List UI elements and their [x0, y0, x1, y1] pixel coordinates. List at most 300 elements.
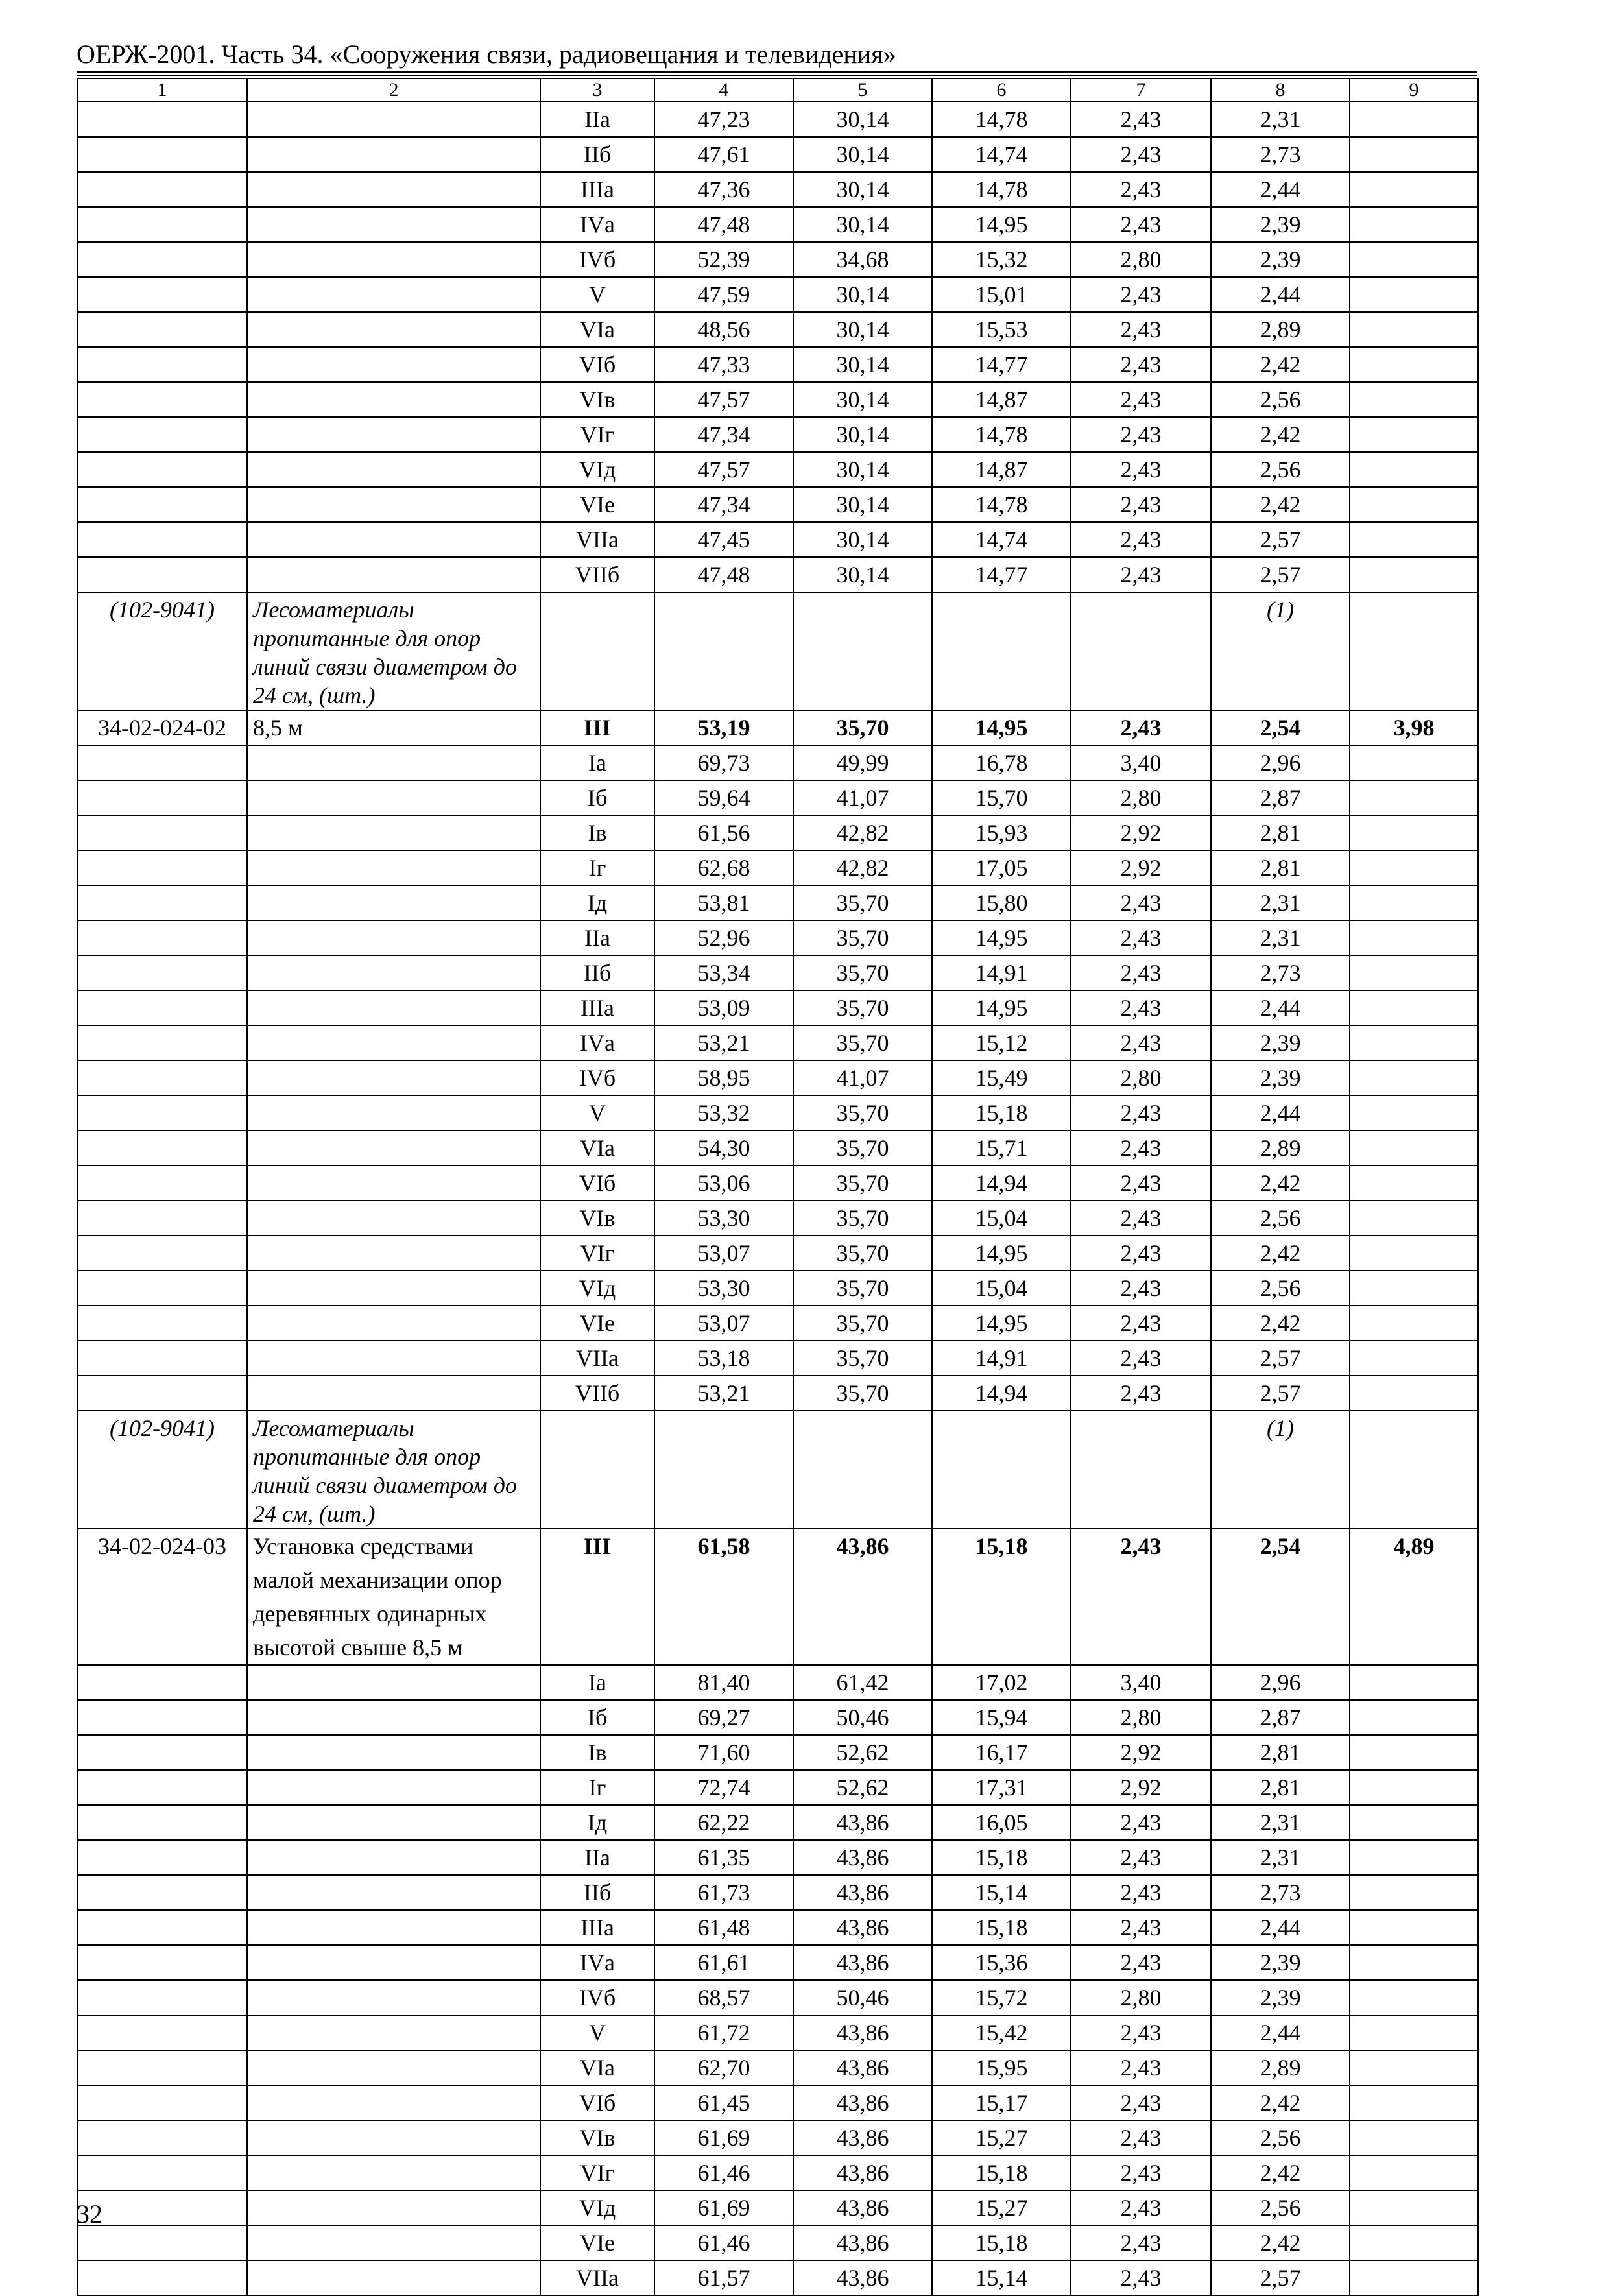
- rate-code: [77, 850, 247, 885]
- zone-cell: VIа: [540, 2050, 654, 2085]
- work-name: [247, 137, 540, 172]
- zone-cell: [540, 1411, 654, 1529]
- work-name: [247, 1665, 540, 1700]
- zone-cell: V: [540, 2015, 654, 2050]
- value-cell: 54,30: [654, 1130, 793, 1166]
- rate-code: [77, 1735, 247, 1770]
- value-cell: 2,96: [1211, 1665, 1350, 1700]
- value-cell: 53,09: [654, 990, 793, 1025]
- work-name: [247, 1840, 540, 1875]
- material-row: [77, 1411, 1478, 1529]
- value-cell: 2,31: [1211, 1840, 1350, 1875]
- value-cell: 15,17: [932, 2085, 1071, 2120]
- value-cell: 2,42: [1211, 347, 1350, 382]
- value-cell: 2,43: [1071, 2050, 1211, 2085]
- labor-cell: [1350, 1875, 1478, 1910]
- value-cell: 14,91: [932, 1341, 1071, 1376]
- table-row: [77, 2120, 1478, 2155]
- rate-code: [77, 2120, 247, 2155]
- value-cell: 30,14: [793, 382, 932, 417]
- value-cell: 2,43: [1071, 990, 1211, 1025]
- value-cell: 2,87: [1211, 780, 1350, 815]
- rate-code: [77, 885, 247, 920]
- table-row: [77, 102, 1478, 137]
- zone-cell: VIб: [540, 2085, 654, 2120]
- value-cell: 42,82: [793, 850, 932, 885]
- value-cell: 47,34: [654, 417, 793, 452]
- value-cell: 35,70: [793, 1341, 932, 1376]
- rate-code: [77, 417, 247, 452]
- value-cell: 42,82: [793, 815, 932, 850]
- value-cell: 14,77: [932, 557, 1071, 592]
- value-cell: 47,36: [654, 172, 793, 207]
- value-cell: 2,43: [1071, 382, 1211, 417]
- labor-cell: 3,98: [1350, 710, 1478, 745]
- rate-code: [77, 382, 247, 417]
- value-cell: 14,95: [932, 1306, 1071, 1341]
- value-cell: 2,80: [1071, 1700, 1211, 1735]
- labor-cell: [1350, 1166, 1478, 1201]
- zone-cell: VIIа: [540, 1341, 654, 1376]
- material-qty: (1): [1211, 592, 1350, 710]
- rate-code: [77, 2050, 247, 2085]
- header-rule-top: [77, 71, 1477, 73]
- rate-code: [77, 1130, 247, 1166]
- work-name: [247, 1130, 540, 1166]
- value-cell: 15,18: [932, 1529, 1071, 1665]
- material-name: Лесоматериалы пропитанные для опор линий связи диаметром до 24 см, (шт.): [247, 592, 540, 710]
- rate-code: [77, 207, 247, 242]
- value-cell: 30,14: [793, 557, 932, 592]
- value-cell: 50,46: [793, 1980, 932, 2015]
- work-name: [247, 2225, 540, 2260]
- value-cell: 30,14: [793, 137, 932, 172]
- table-row: [77, 1875, 1478, 1910]
- value-cell: 14,87: [932, 382, 1071, 417]
- work-name: [247, 1770, 540, 1805]
- table-row: [77, 137, 1478, 172]
- value-cell: 2,42: [1211, 1236, 1350, 1271]
- value-cell: 43,86: [793, 2015, 932, 2050]
- value-cell: 61,45: [654, 2085, 793, 2120]
- zone-cell: VIв: [540, 2120, 654, 2155]
- value-cell: 47,45: [654, 522, 793, 557]
- table-row: [77, 452, 1478, 487]
- value-cell: 15,18: [932, 1910, 1071, 1945]
- table-row: [77, 885, 1478, 920]
- zone-cell: VIв: [540, 382, 654, 417]
- table-row: [77, 1665, 1478, 1700]
- work-name: [247, 102, 540, 137]
- table-row: [77, 172, 1478, 207]
- rate-code: [77, 1236, 247, 1271]
- table-row: [77, 522, 1478, 557]
- zone-cell: IIа: [540, 920, 654, 955]
- table-row: [77, 1735, 1478, 1770]
- labor-cell: [1350, 1201, 1478, 1236]
- value-cell: 2,42: [1211, 2155, 1350, 2190]
- value-cell: 2,44: [1211, 277, 1350, 312]
- table-row: [77, 2155, 1478, 2190]
- value-cell: 2,43: [1071, 1840, 1211, 1875]
- table-row: [77, 1060, 1478, 1095]
- zone-cell: Iб: [540, 780, 654, 815]
- zone-cell: IVа: [540, 1025, 654, 1060]
- zone-cell: IIа: [540, 102, 654, 137]
- work-name: [247, 780, 540, 815]
- table-row: [77, 1770, 1478, 1805]
- table-row: [77, 1529, 1478, 1665]
- value-cell: 2,57: [1211, 522, 1350, 557]
- value-cell: 2,81: [1211, 1735, 1350, 1770]
- value-cell: 53,81: [654, 885, 793, 920]
- rate-code: [77, 1201, 247, 1236]
- labor-cell: [1350, 1910, 1478, 1945]
- labor-cell: [1350, 1665, 1478, 1700]
- rate-code: [77, 1060, 247, 1095]
- value-cell: 2,43: [1071, 1341, 1211, 1376]
- value-cell: 2,43: [1071, 1095, 1211, 1130]
- value-cell: 2,44: [1211, 990, 1350, 1025]
- labor-cell: [1350, 2225, 1478, 2260]
- value-cell: 15,18: [932, 1095, 1071, 1130]
- value-cell: 14,87: [932, 452, 1071, 487]
- value-cell: 35,70: [793, 1025, 932, 1060]
- value-cell: 43,86: [793, 1840, 932, 1875]
- labor-cell: [1350, 780, 1478, 815]
- work-name: [247, 2085, 540, 2120]
- labor-cell: [1350, 1376, 1478, 1411]
- value-cell: 47,61: [654, 137, 793, 172]
- work-name: [247, 242, 540, 277]
- column-number: 6: [932, 78, 1071, 102]
- zone-cell: VIе: [540, 2225, 654, 2260]
- rate-code: [77, 2225, 247, 2260]
- zone-cell: VIг: [540, 2155, 654, 2190]
- table-row: [77, 710, 1478, 745]
- rate-code: [77, 780, 247, 815]
- value-cell: 14,95: [932, 710, 1071, 745]
- column-number: 9: [1350, 78, 1478, 102]
- value-cell: 2,43: [1071, 1945, 1211, 1980]
- value-cell: 2,43: [1071, 1025, 1211, 1060]
- value-cell: 43,86: [793, 2225, 932, 2260]
- value-cell: 30,14: [793, 522, 932, 557]
- value-cell: 53,32: [654, 1095, 793, 1130]
- value-cell: 2,43: [1071, 452, 1211, 487]
- value-cell: 43,86: [793, 2260, 932, 2295]
- work-name: [247, 850, 540, 885]
- value-cell: 2,43: [1071, 137, 1211, 172]
- labor-cell: [1350, 452, 1478, 487]
- labor-cell: [1350, 1130, 1478, 1166]
- value-cell: 15,36: [932, 1945, 1071, 1980]
- column-number: 1: [77, 78, 247, 102]
- rate-code: [77, 1840, 247, 1875]
- zone-cell: VIд: [540, 2190, 654, 2225]
- labor-cell: [1350, 207, 1478, 242]
- value-cell: 53,06: [654, 1166, 793, 1201]
- value-cell: 2,92: [1071, 1735, 1211, 1770]
- value-cell: 2,43: [1071, 1529, 1211, 1665]
- value-cell: 43,86: [793, 2120, 932, 2155]
- work-name: [247, 2120, 540, 2155]
- value-cell: [1071, 1411, 1211, 1529]
- zone-cell: IIб: [540, 137, 654, 172]
- labor-cell: [1350, 920, 1478, 955]
- value-cell: 34,68: [793, 242, 932, 277]
- value-cell: 53,34: [654, 955, 793, 990]
- value-cell: 43,86: [793, 1910, 932, 1945]
- column-number: 8: [1211, 78, 1350, 102]
- labor-cell: [1350, 417, 1478, 452]
- labor-cell: [1350, 1271, 1478, 1306]
- value-cell: 14,78: [932, 417, 1071, 452]
- table-row: [77, 1805, 1478, 1840]
- value-cell: 35,70: [793, 885, 932, 920]
- labor-cell: [1350, 745, 1478, 780]
- rate-code: [77, 815, 247, 850]
- value-cell: 2,44: [1211, 1095, 1350, 1130]
- value-cell: 43,86: [793, 1529, 932, 1665]
- table-row: [77, 1840, 1478, 1875]
- value-cell: 35,70: [793, 1201, 932, 1236]
- value-cell: 2,44: [1211, 1910, 1350, 1945]
- work-name: [247, 347, 540, 382]
- zone-cell: III: [540, 1529, 654, 1665]
- zone-cell: VIа: [540, 312, 654, 347]
- value-cell: 61,58: [654, 1529, 793, 1665]
- value-cell: 2,56: [1211, 2120, 1350, 2155]
- value-cell: 2,73: [1211, 137, 1350, 172]
- value-cell: 2,80: [1071, 242, 1211, 277]
- value-cell: 2,54: [1211, 710, 1350, 745]
- value-cell: 14,78: [932, 102, 1071, 137]
- value-cell: 35,70: [793, 1376, 932, 1411]
- value-cell: 2,31: [1211, 1805, 1350, 1840]
- zone-cell: Iв: [540, 1735, 654, 1770]
- value-cell: 35,70: [793, 710, 932, 745]
- value-cell: [932, 1411, 1071, 1529]
- value-cell: 43,86: [793, 1805, 932, 1840]
- work-name: [247, 1060, 540, 1095]
- value-cell: 2,89: [1211, 312, 1350, 347]
- work-name: [247, 1025, 540, 1060]
- value-cell: 68,57: [654, 1980, 793, 2015]
- rate-code: [77, 2190, 247, 2225]
- labor-cell: [1350, 1805, 1478, 1840]
- value-cell: 35,70: [793, 1271, 932, 1306]
- labor-cell: [1350, 990, 1478, 1025]
- rate-code: [77, 277, 247, 312]
- zone-cell: IVа: [540, 207, 654, 242]
- value-cell: 30,14: [793, 277, 932, 312]
- value-cell: 43,86: [793, 2050, 932, 2085]
- labor-cell: [1350, 2190, 1478, 2225]
- value-cell: 2,43: [1071, 2225, 1211, 2260]
- work-name: [247, 522, 540, 557]
- table-row: [77, 780, 1478, 815]
- work-name: [247, 885, 540, 920]
- work-name: [247, 1271, 540, 1306]
- table-row: [77, 1945, 1478, 1980]
- zone-cell: VIIа: [540, 2260, 654, 2295]
- table-row: [77, 920, 1478, 955]
- value-cell: 59,64: [654, 780, 793, 815]
- value-cell: 3,40: [1071, 745, 1211, 780]
- rate-code: [77, 2155, 247, 2190]
- value-cell: 43,86: [793, 2190, 932, 2225]
- work-name: [247, 1805, 540, 1840]
- work-name: [247, 312, 540, 347]
- zone-cell: Iд: [540, 885, 654, 920]
- zone-cell: VIе: [540, 1306, 654, 1341]
- value-cell: 72,74: [654, 1770, 793, 1805]
- value-cell: 2,81: [1211, 850, 1350, 885]
- value-cell: 2,39: [1211, 1980, 1350, 2015]
- value-cell: 2,39: [1211, 1025, 1350, 1060]
- value-cell: 14,78: [932, 487, 1071, 522]
- value-cell: 2,96: [1211, 745, 1350, 780]
- rate-code: [77, 312, 247, 347]
- value-cell: 2,87: [1211, 1700, 1350, 1735]
- rate-code: [77, 920, 247, 955]
- value-cell: [932, 592, 1071, 710]
- table-row: [77, 242, 1478, 277]
- column-number: 2: [247, 78, 540, 102]
- zone-cell: IVб: [540, 1980, 654, 2015]
- work-name: 8,5 м: [247, 710, 540, 745]
- value-cell: 2,42: [1211, 2085, 1350, 2120]
- value-cell: 61,69: [654, 2190, 793, 2225]
- value-cell: 2,43: [1071, 710, 1211, 745]
- zone-cell: IIб: [540, 1875, 654, 1910]
- table-row: [77, 990, 1478, 1025]
- value-cell: 61,57: [654, 2260, 793, 2295]
- value-cell: 14,78: [932, 172, 1071, 207]
- zone-cell: VIд: [540, 1271, 654, 1306]
- value-cell: 2,43: [1071, 2190, 1211, 2225]
- zone-cell: VIг: [540, 1236, 654, 1271]
- value-cell: 47,57: [654, 382, 793, 417]
- zone-cell: VIв: [540, 1201, 654, 1236]
- header-rule-bottom: [77, 75, 1477, 76]
- value-cell: 50,46: [793, 1700, 932, 1735]
- work-name: [247, 207, 540, 242]
- value-cell: 15,70: [932, 780, 1071, 815]
- value-cell: 30,14: [793, 207, 932, 242]
- value-cell: 2,43: [1071, 2085, 1211, 2120]
- rate-code: [77, 137, 247, 172]
- value-cell: 15,04: [932, 1201, 1071, 1236]
- value-cell: 14,74: [932, 522, 1071, 557]
- value-cell: 2,42: [1211, 417, 1350, 452]
- rate-code: [77, 1770, 247, 1805]
- labor-cell: [1350, 312, 1478, 347]
- labor-cell: [1350, 522, 1478, 557]
- column-number: 5: [793, 78, 932, 102]
- labor-cell: [1350, 815, 1478, 850]
- labor-cell: [1350, 1980, 1478, 2015]
- value-cell: 2,57: [1211, 2260, 1350, 2295]
- value-cell: 2,39: [1211, 1945, 1350, 1980]
- table-row: [77, 347, 1478, 382]
- zone-cell: III: [540, 710, 654, 745]
- work-name: [247, 1236, 540, 1271]
- value-cell: 2,43: [1071, 487, 1211, 522]
- column-number-row: [77, 78, 1478, 102]
- value-cell: 2,54: [1211, 1529, 1350, 1665]
- rate-code: [77, 1910, 247, 1945]
- value-cell: 2,81: [1211, 1770, 1350, 1805]
- value-cell: 52,62: [793, 1770, 932, 1805]
- value-cell: 2,43: [1071, 312, 1211, 347]
- value-cell: 53,19: [654, 710, 793, 745]
- labor-cell: [1350, 1025, 1478, 1060]
- rate-code: [77, 1805, 247, 1840]
- value-cell: 17,02: [932, 1665, 1071, 1700]
- zone-cell: IIб: [540, 955, 654, 990]
- value-cell: 16,05: [932, 1805, 1071, 1840]
- labor-cell: [1350, 1411, 1478, 1529]
- labor-cell: [1350, 2050, 1478, 2085]
- value-cell: 53,30: [654, 1201, 793, 1236]
- work-name: [247, 2190, 540, 2225]
- material-name: Лесоматериалы пропитанные для опор линий связи диаметром до 24 см, (шт.): [247, 1411, 540, 1529]
- table-row: [77, 487, 1478, 522]
- work-name: Установка средствами малой механизации опор деревянных одинарных высотой свыше 8,5 м: [247, 1529, 540, 1665]
- labor-cell: [1350, 557, 1478, 592]
- value-cell: 15,94: [932, 1700, 1071, 1735]
- zone-cell: Iа: [540, 745, 654, 780]
- zone-cell: VIд: [540, 452, 654, 487]
- rate-code: [77, 1306, 247, 1341]
- value-cell: 14,95: [932, 990, 1071, 1025]
- table-row: [77, 745, 1478, 780]
- rate-code: [77, 172, 247, 207]
- labor-cell: [1350, 1095, 1478, 1130]
- work-name: [247, 1945, 540, 1980]
- table-row: [77, 557, 1478, 592]
- labor-cell: [1350, 885, 1478, 920]
- rate-code: 34-02-024-02: [77, 710, 247, 745]
- value-cell: 15,27: [932, 2190, 1071, 2225]
- value-cell: 15,18: [932, 2225, 1071, 2260]
- value-cell: 2,92: [1071, 1770, 1211, 1805]
- rate-code: [77, 1341, 247, 1376]
- work-name: [247, 1910, 540, 1945]
- value-cell: 53,07: [654, 1236, 793, 1271]
- value-cell: 14,77: [932, 347, 1071, 382]
- value-cell: 16,17: [932, 1735, 1071, 1770]
- table-row: [77, 1700, 1478, 1735]
- value-cell: 2,43: [1071, 920, 1211, 955]
- table-row: [77, 1980, 1478, 2015]
- rate-code: [77, 347, 247, 382]
- table-row: [77, 1910, 1478, 1945]
- value-cell: [654, 592, 793, 710]
- material-code: (102-9041): [77, 1411, 247, 1529]
- labor-cell: [1350, 1341, 1478, 1376]
- table-row: [77, 2015, 1478, 2050]
- value-cell: 2,43: [1071, 1166, 1211, 1201]
- value-cell: 15,18: [932, 1840, 1071, 1875]
- work-name: [247, 1341, 540, 1376]
- value-cell: 14,94: [932, 1376, 1071, 1411]
- value-cell: 81,40: [654, 1665, 793, 1700]
- rate-code: 34-02-024-03: [77, 1529, 247, 1665]
- rate-code: [77, 557, 247, 592]
